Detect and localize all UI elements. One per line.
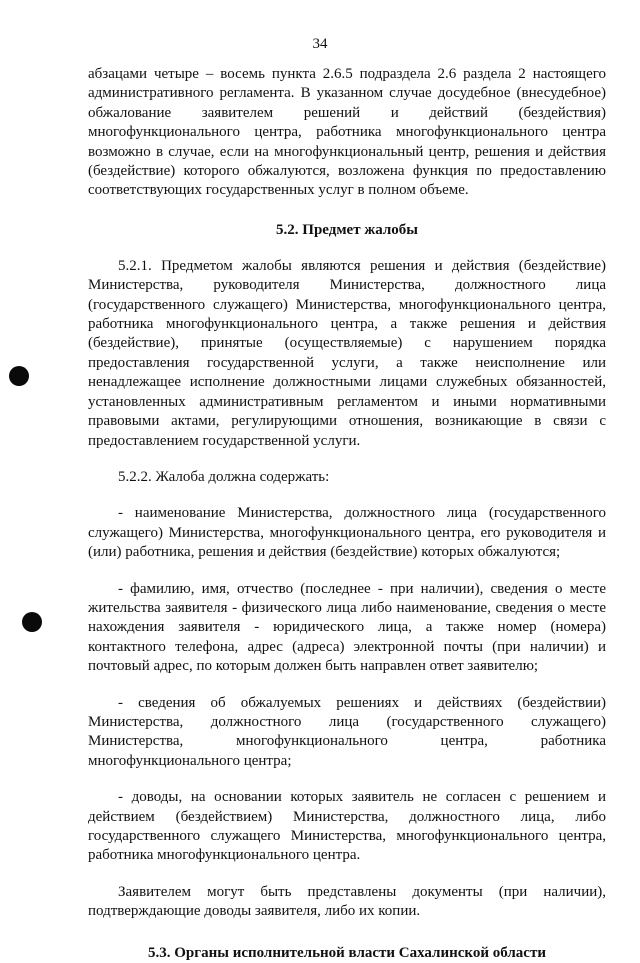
paragraph-5-2-2: 5.2.2. Жалоба должна содержать:: [118, 468, 330, 485]
page-number: 34: [312, 36, 328, 52]
punch-hole-mark: [9, 366, 29, 386]
section-heading-5-3: 5.3. Органы исполнительной власти Сахалинской области: [148, 944, 546, 961]
list-item: - доводы, на основании которых заявитель не согласен с решением и действием (бездействием) Министерства, должностного лица, либо государственного служащего Министерства, многофункционального центра, работника многофункционального центра.: [88, 789, 606, 864]
section-heading-5-2: 5.2. Предмет жалобы: [276, 221, 418, 238]
paragraph-5-2-1: 5.2.1. Предметом жалобы являются решения и действия (бездействие) Министерства, руководителя Министерства, должностного лица (государственного служащего) Министерства, многофункционального центра, работника многофункционального центра, а также решения и действия (бездействие), принятые (осуществляемые) с нарушением порядка предоставления государственной услуги, а также неисполнение или ненадлежащее исполнение должностными лицами служебных обязанностей, установленных административным регламентом и иными нормативными правовыми актами, регулирующими отношения, возникающие в связи с предоставлением государственной услуги.: [88, 257, 606, 449]
punch-hole-mark: [22, 612, 42, 632]
list-item: - сведения об обжалуемых решениях и действиях (бездействии) Министерства, должностного лица (государственного служащего) Министерства, многофункционального центра, работника многофункционального центра;: [88, 694, 606, 769]
list-item: - фамилию, имя, отчество (последнее - при наличии), сведения о месте жительства заявителя - физического лица либо наименование, сведения о месте нахождения заявителя - юридического лица, а также номер (номера) контактного телефона, адрес (адреса) электронной почты (при наличии) и почтовый адрес, по которым должен быть направлен ответ заявителю;: [88, 580, 606, 675]
closing-paragraph: Заявителем могут быть представлены документы (при наличии), подтверждающие доводы заявителя, либо их копии.: [88, 883, 606, 920]
list-item: - наименование Министерства, должностного лица (государственного служащего) Министерства, многофункционального центра, его руководителя и (или) работника, решения и действия (бездействие) которых обжалуются;: [88, 505, 606, 561]
intro-paragraph: абзацами четыре – восемь пункта 2.6.5 подраздела 2.6 раздела 2 настоящего административного регламента. В указанном случае досудебное (внесудебное) обжалование заявителем решений и действий (бездействия) многофункционального центра, работника многофункционального центра возможно в случае, если на многофункциональный центр, решения и действия (бездействие) которого обжалуются, возложена функция по предоставлению соответствующих государственных услуг в полном объеме.: [88, 66, 606, 199]
document-body: [88, 65, 606, 963]
